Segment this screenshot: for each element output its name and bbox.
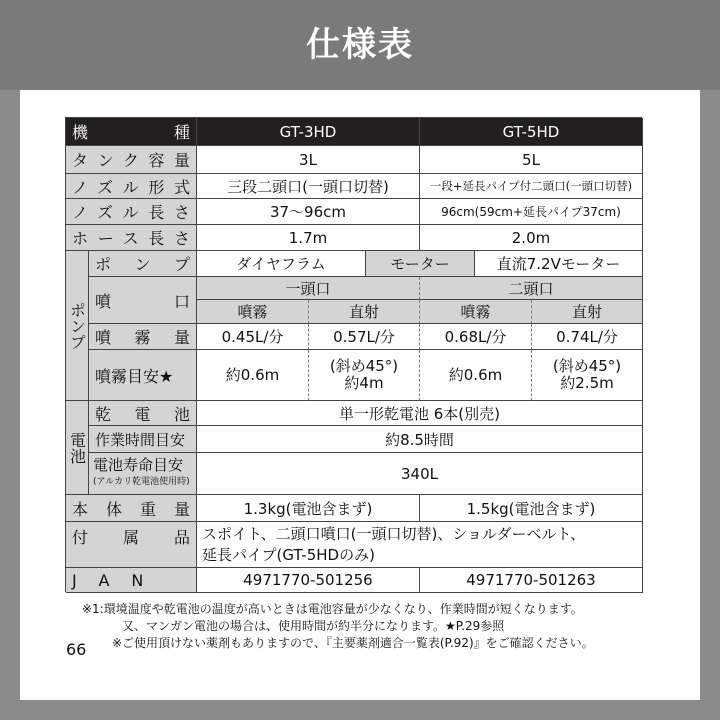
flow-3: 0.68L/分 — [420, 324, 532, 350]
range-2-angle: (斜め45°) — [329, 357, 399, 375]
accessories-line-2: 延長パイプ(GT-5HDのみ) — [202, 545, 375, 564]
hose-length-gt5hd: 2.0m — [420, 225, 643, 251]
battery-label — [89, 401, 197, 426]
flow-2: 0.57L/分 — [309, 324, 420, 350]
tank-gt3hd: 3L — [197, 146, 420, 174]
hose-length-label-text: ホース長さ — [72, 229, 190, 248]
range-2 — [309, 350, 420, 401]
range-2-text: 約4m — [344, 374, 384, 392]
weight-gt3hd: 1.3kg(電池含まず) — [197, 495, 420, 522]
pump-value: ダイヤフラム — [197, 251, 366, 277]
spec-table — [65, 117, 642, 592]
head-double: 二頭口 — [420, 277, 643, 300]
note-2: 又、マンガン電池の場合は、使用時間が約半分になります。★P.29参照 — [122, 619, 505, 633]
range-label-text: 噴霧目安★ — [95, 366, 174, 386]
range-1-text: 約0.6m — [225, 365, 280, 384]
range-4-text: 約2.5m — [560, 374, 614, 392]
battery-life-value: 340L — [197, 453, 643, 495]
range-4 — [532, 350, 643, 401]
tank-gt5hd: 5L — [420, 146, 643, 174]
hose-length-label — [66, 225, 197, 251]
page-title: 仕様表 — [306, 25, 414, 65]
mode-spray-1: 噴霧 — [197, 300, 309, 324]
battery-life-sub: (アルカリ乾電池使用時) — [93, 476, 190, 487]
pump-group-text: ポンプ — [67, 301, 87, 350]
jan-gt5hd: 4971770-501263 — [420, 568, 643, 593]
note-1: ※1:環境温度や乾電池の温度が高いときは電池容量が少なくなり、作業時間が短くなります。 — [82, 602, 583, 616]
battery-value: 単一形乾電池 6本(別売) — [197, 401, 643, 426]
nozzle-type-gt5hd: 一段+延長パイプ付二頭口(一頭口切替) — [420, 174, 643, 199]
nozzle-label — [89, 277, 197, 324]
range-label — [89, 350, 197, 401]
flow-label-text: 噴霧量 — [95, 328, 190, 347]
nozzle-length-gt5hd: 96cm(59cm+延長パイプ37cm) — [420, 199, 643, 225]
page-number: 66 — [66, 640, 87, 659]
header-label — [66, 118, 197, 146]
range-3 — [420, 350, 532, 401]
pump-group-label — [66, 251, 89, 401]
nozzle-length-label-text: ノズル長さ — [72, 203, 190, 222]
jan-gt3hd: 4971770-501256 — [197, 568, 420, 593]
range-3-text: 約0.6m — [448, 365, 503, 384]
accessories-value — [197, 522, 643, 568]
work-time-value: 約8.5時間 — [197, 426, 643, 453]
mode-jet-1: 直射 — [309, 300, 420, 324]
motor-value: 直流7.2Vモーター — [475, 251, 643, 277]
accessories-label-text: 付属品 — [72, 528, 190, 547]
nozzle-type-gt3hd: 三段二頭口(一頭口切替) — [197, 174, 420, 199]
motor-label: モーター — [366, 251, 475, 277]
pump-label — [89, 251, 197, 277]
battery-group-label — [66, 401, 89, 495]
battery-life-label — [89, 453, 197, 495]
pump-label-text: ポンプ — [95, 255, 190, 274]
battery-life-label-text: 電池寿命目安 — [93, 455, 184, 474]
nozzle-type-label — [66, 174, 197, 199]
work-time-label: 作業時間目安 — [89, 426, 197, 453]
note-3: ※ご使用頂けない薬剤もありますので、『主要薬剤適合一覧表(P.92)』をご確認ください。 — [112, 636, 594, 650]
flow-label — [89, 324, 197, 350]
mode-jet-2: 直射 — [532, 300, 643, 324]
range-1 — [197, 350, 309, 401]
nozzle-length-gt3hd: 37〜96cm — [197, 199, 420, 225]
mode-spray-2: 噴霧 — [420, 300, 532, 324]
weight-label-text: 本体重量 — [72, 499, 190, 519]
nozzle-type-label-text: ノズル形式 — [72, 177, 190, 197]
accessories-label — [66, 522, 197, 568]
jan-label-text: JAN — [72, 570, 166, 590]
model-gt3hd: GT-3HD — [197, 118, 420, 146]
accessories-line-1: スポイト、二頭口噴口(一頭口切替)、ショルダーベルト、 — [202, 524, 586, 543]
flow-1: 0.45L/分 — [197, 324, 309, 350]
model-gt5hd: GT-5HD — [420, 118, 643, 146]
head-single: 一頭口 — [197, 277, 420, 300]
flow-4: 0.74L/分 — [532, 324, 643, 350]
battery-label-text: 乾電池 — [95, 404, 190, 424]
battery-group-text: 電池 — [67, 431, 87, 464]
tank-label — [66, 146, 197, 174]
tank-label-text: タンク容量 — [72, 151, 190, 170]
range-4-angle: (斜め45°) — [552, 357, 622, 375]
hose-length-gt3hd: 1.7m — [197, 225, 420, 251]
jan-label — [66, 568, 197, 593]
weight-gt5hd: 1.5kg(電池含まず) — [420, 495, 643, 522]
nozzle-length-label — [66, 199, 197, 225]
header-label-text: 機種 — [72, 123, 190, 142]
nozzle-label-text: 噴口 — [95, 291, 190, 311]
weight-label — [66, 495, 197, 522]
